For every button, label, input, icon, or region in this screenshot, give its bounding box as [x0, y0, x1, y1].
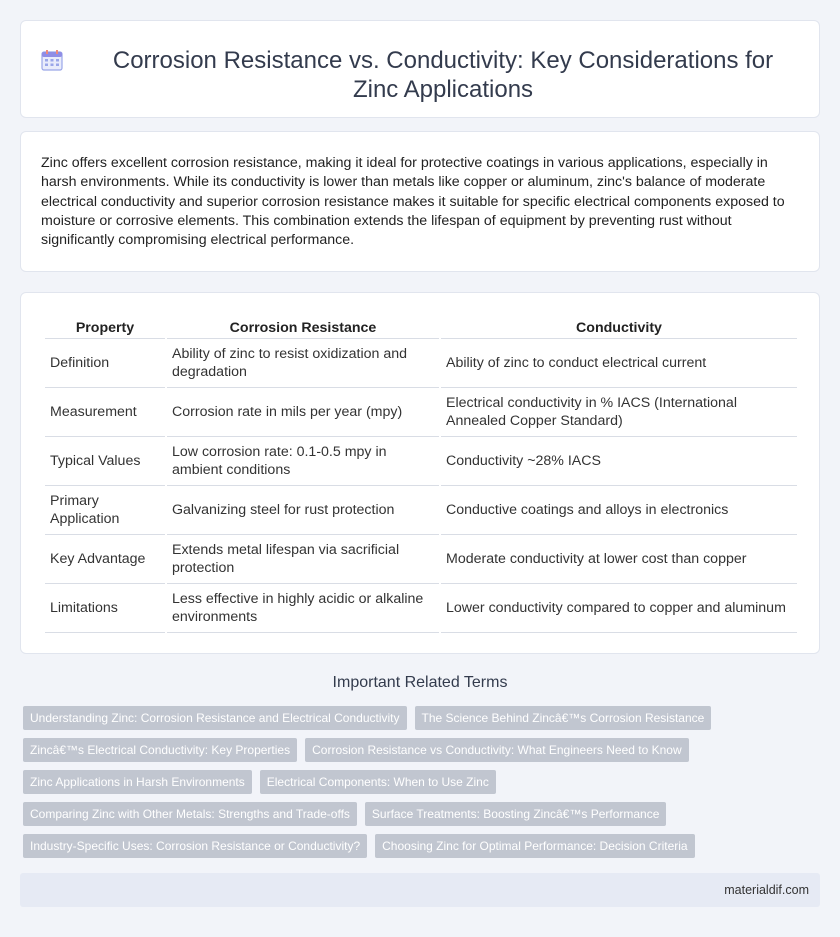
related-term-link[interactable]: The Science Behind Zincâ€™s Corrosion Resistance [415, 706, 712, 730]
related-term-link[interactable]: Understanding Zinc: Corrosion Resistance and Electrical Conductivity [23, 706, 407, 730]
conductivity-cell: Moderate conductivity at lower cost than copper [441, 535, 797, 584]
corrosion-cell: Extends metal lifespan via sacrificial protection [167, 535, 439, 584]
related-term-link[interactable]: Electrical Components: When to Use Zinc [260, 770, 496, 794]
column-header-property: Property [45, 311, 165, 339]
related-term-link[interactable]: Choosing Zinc for Optimal Performance: Decision Criteria [375, 834, 694, 858]
related-term-link[interactable]: Comparing Zinc with Other Metals: Strengths and Trade-offs [23, 802, 357, 826]
table-header-row [45, 311, 797, 339]
related-term-link[interactable]: Corrosion Resistance vs Conductivity: What Engineers Need to Know [305, 738, 689, 762]
intro-paragraph: Zinc offers excellent corrosion resistance, making it ideal for protective coatings in various applications, especially in harsh environments. While its conductivity is lower than metals like copper or aluminum, zinc's balance of moderate electrical conductivity and superior corrosion resistance makes it suitable for specific electrical components exposed to moisture or corrosive elements. This combination extends the lifespan of equipment by preventing rust without significantly compromising electrical performance. [41, 155, 785, 249]
tag-row [23, 770, 803, 794]
row-label: Limitations [45, 584, 165, 633]
footer-site-link[interactable]: materialdif.com [724, 883, 809, 897]
table-row [45, 584, 797, 633]
column-header-corrosion-resistance: Corrosion Resistance [167, 311, 439, 339]
row-label: Measurement [45, 388, 165, 437]
related-terms-tags [23, 706, 803, 866]
comparison-table [43, 311, 799, 633]
conductivity-cell: Ability of zinc to conduct electrical current [441, 339, 797, 388]
related-term-link[interactable]: Surface Treatments: Boosting Zincâ€™s Performance [365, 802, 666, 826]
tag-row [23, 706, 803, 730]
tag-row [23, 738, 803, 762]
related-term-link[interactable]: Zinc Applications in Harsh Environments [23, 770, 252, 794]
header-card [20, 20, 820, 118]
conductivity-cell: Electrical conductivity in % IACS (International Annealed Copper Standard) [441, 388, 797, 437]
corrosion-cell: Less effective in highly acidic or alkaline environments [167, 584, 439, 633]
corrosion-cell: Low corrosion rate: 0.1-0.5 mpy in ambient conditions [167, 437, 439, 486]
corrosion-cell: Corrosion rate in mils per year (mpy) [167, 388, 439, 437]
related-term-link[interactable]: Zincâ€™s Electrical Conductivity: Key Properties [23, 738, 297, 762]
table-row [45, 339, 797, 388]
row-label: Definition [45, 339, 165, 388]
row-label: Key Advantage [45, 535, 165, 584]
row-label: Primary Application [45, 486, 165, 535]
table-row [45, 388, 797, 437]
corrosion-cell: Ability of zinc to resist oxidization and degradation [167, 339, 439, 388]
corrosion-cell: Galvanizing steel for rust protection [167, 486, 439, 535]
conductivity-cell: Lower conductivity compared to copper and aluminum [441, 584, 797, 633]
intro-card [20, 131, 820, 272]
comparison-table-card [20, 292, 820, 654]
table-row [45, 437, 797, 486]
table-row [45, 535, 797, 584]
table-row [45, 486, 797, 535]
tag-row [23, 834, 803, 858]
row-label: Typical Values [45, 437, 165, 486]
conductivity-cell: Conductivity ~28% IACS [441, 437, 797, 486]
footer [20, 873, 820, 907]
column-header-conductivity: Conductivity [441, 311, 797, 339]
page-title: Corrosion Resistance vs. Conductivity: Key Considerations for Zinc Applications [112, 47, 774, 103]
related-terms-heading: Important Related Terms [332, 674, 508, 691]
tag-row [23, 802, 803, 826]
calendar-icon [41, 49, 63, 71]
related-term-link[interactable]: Industry-Specific Uses: Corrosion Resistance or Conductivity? [23, 834, 367, 858]
conductivity-cell: Conductive coatings and alloys in electronics [441, 486, 797, 535]
